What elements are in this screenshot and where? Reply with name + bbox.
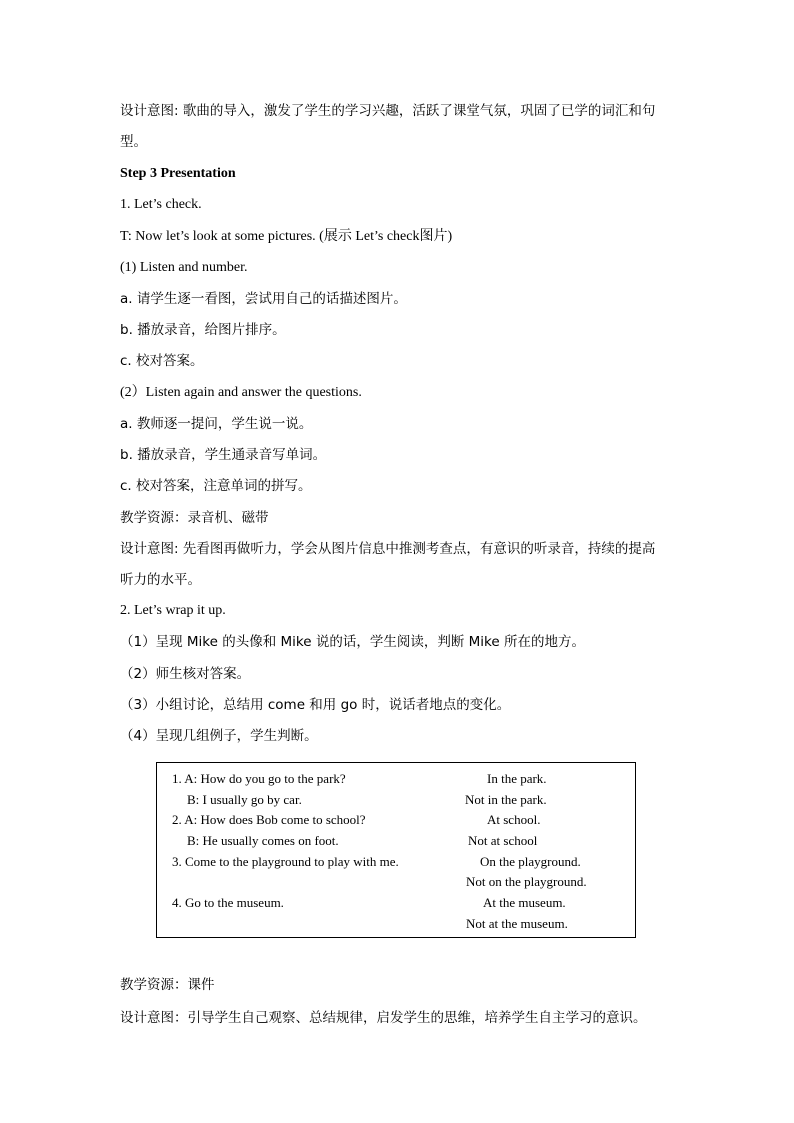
activity-title: (2）Listen again and answer the questions. — [120, 385, 362, 400]
section-heading: Step 3 Presentation — [120, 166, 236, 181]
example-right-text: On the playground. — [480, 854, 581, 869]
list-item: c. 校对答案，注意单词的拼写。 — [120, 478, 312, 494]
list-item: a. 请学生逐一看图，尝试用自己的话描述图片。 — [120, 291, 407, 307]
example-right-text: Not in the park. — [465, 792, 547, 807]
resources-text: 教学资源：录音机、磁带 — [120, 510, 269, 526]
subsection-title: 1. Let’s check. — [120, 197, 202, 212]
list-item: a. 教师逐一提问，学生说一说。 — [120, 416, 313, 432]
example-right-text: At school. — [487, 812, 541, 827]
example-left-text: B: He usually comes on foot. — [187, 833, 339, 848]
design-intent-text-cont: 听力的水平。 — [120, 572, 201, 588]
list-item: c. 校对答案。 — [120, 353, 204, 369]
example-right-text: Not at school — [468, 833, 538, 848]
design-intent-text: 设计意图: 歌曲的导入，激发了学生的学习兴趣，活跃了课堂气氛，巩固了已学的词汇和句 — [120, 103, 656, 119]
example-left-text: B: I usually go by car. — [187, 792, 302, 807]
design-intent-text-cont: 型。 — [120, 134, 147, 150]
resources-text: 教学资源：课件 — [120, 977, 215, 993]
example-right-text: Not on the playground. — [466, 874, 587, 889]
list-item: （3）小组讨论，总结用 come 和用 go 时，说话者地点的变化。 — [120, 697, 511, 713]
example-left-text: 3. Come to the playground to play with me. — [172, 854, 399, 869]
example-right-text: In the park. — [487, 771, 547, 786]
list-item: （2）师生核对答案。 — [120, 666, 251, 682]
design-intent-text: 设计意图：引导学生自己观察、总结规律，启发学生的思维，培养学生自主学习的意识。 — [120, 1010, 647, 1026]
example-left-text: 4. Go to the museum. — [172, 895, 284, 910]
example-left-text: 1. A: How do you go to the park? — [172, 771, 346, 786]
examples-box — [156, 762, 636, 938]
design-intent-text: 设计意图: 先看图再做听力，学会从图片信息中推测考查点，有意识的听录音，持续的提高 — [120, 541, 656, 557]
activity-title: (1) Listen and number. — [120, 260, 248, 275]
list-item: （4）呈现几组例子，学生判断。 — [120, 728, 318, 744]
list-item: b. 播放录音，学生通录音写单词。 — [120, 447, 327, 463]
subsection-title: 2. Let’s wrap it up. — [120, 603, 226, 618]
teacher-line: T: Now let’s look at some pictures. (展示 Let’s check图片) — [120, 229, 453, 244]
example-right-text: Not at the museum. — [466, 916, 568, 931]
list-item: （1）呈现 Mike 的头像和 Mike 说的话，学生阅读，判断 Mike 所在的地方。 — [120, 634, 585, 650]
list-item: b. 播放录音，给图片排序。 — [120, 322, 286, 338]
example-left-text: 2. A: How does Bob come to school? — [172, 812, 366, 827]
example-right-text: At the museum. — [483, 895, 566, 910]
